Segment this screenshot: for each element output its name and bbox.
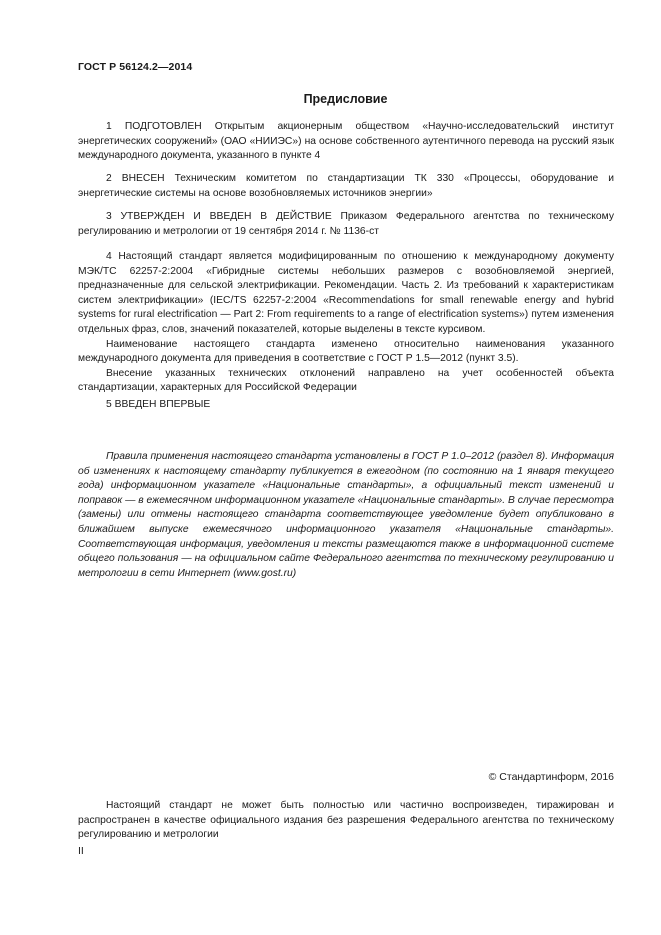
foreword-paragraph: 5 ВВЕДЕН ВПЕРВЫЕ — [106, 399, 211, 410]
foreword-item-1 — [78, 120, 614, 164]
copyright-line: © Стандартинформ, 2016 — [488, 771, 614, 783]
foreword-paragraph: 3 УТВЕРЖДЕН И ВВЕДЕН В ДЕЙСТВИЕ Приказом Федерального агентства по техническому регулированию и метрологии от 19 сентября 2014 г. № 1136-ст — [78, 211, 614, 237]
usage-notice: Правила применения настоящего стандарта установлены в ГОСТ Р 1.0–2012 (раздел 8). Информация об изменениях к настоящему стандарту публикуется в ежегодном (по состоянию на 1 января текущего года) информационном указателе «Национальные стандарты», а официальный текст изменений и поправок — в ежемесячном информационном указателе «Национальные стандарты». В случае пересмотра (замены) или отмены настоящего стандарта соответствующее уведомление будет опубликовано в ближайшем выпуске ежемесячного информационного указателя «Национальные стандарты». Соответствующая информация, уведомления и тексты размещаются также в информационной системе общего пользования — на официальном сайте Федерального агентства по техническому регулированию и метрологии в сети Интернет (www.gost.ru) — [78, 451, 614, 579]
foreword-paragraph: 4 Настоящий стандарт является модифицированным по отношению к международному документу МЭК/TC 62257-2:2004 «Гибридные системы небольших размеров с возобновляемой энергией, предназначенные для сельской электрификации. Рекомендации. Часть 2. Из требований к характеристикам систем электрификации» (IEC/TS 62257-2:2004 «Recommendations for small renewable energy and hybrid systems for rural electrification — Part 2: From requirements to a range of electrification systems») путем изменения отдельных фраз, слов, значений показателей, которые выделены в тексте курсивом. — [78, 251, 614, 335]
foreword-paragraph: 2 ВНЕСЕН Техническим комитетом по стандартизации ТК 330 «Процессы, оборудование и энергетические системы на основе возобновляемых источников энергии» — [78, 173, 614, 199]
foreword-paragraph: Внесение указанных технических отклонений направлено на учет особенностей объекта стандартизации, характерных для Российской Федерации — [78, 367, 614, 394]
rights-notice: Настоящий стандарт не может быть полностью или частично воспроизведен, тиражирован и распространен в качестве официального издания без разрешения Федерального агентства по техническому регулированию и метрологии — [78, 800, 614, 841]
foreword-item-5 — [78, 398, 614, 413]
foreword-paragraph: Наименование настоящего стандарта изменено относительно наименования указанного международного документа для приведения в соответствие с ГОСТ Р 1.5—2012 (пункт 3.5). — [78, 338, 614, 365]
page-number: II — [78, 845, 84, 857]
foreword-item-2 — [78, 172, 614, 201]
foreword-item-4 — [78, 250, 614, 396]
foreword-paragraph: 1 ПОДГОТОВЛЕН Открытым акционерным обществом «Научно-исследовательский институт энергетических сооружений» (ОАО «НИИЭС») на основе собственного аутентичного перевода на русский язык международного документа, указанного в пункте 4 — [78, 121, 614, 162]
foreword-item-3 — [78, 210, 614, 239]
section-title: Предисловие — [303, 92, 388, 106]
standard-code: ГОСТ Р 56124.2—2014 — [78, 61, 193, 73]
